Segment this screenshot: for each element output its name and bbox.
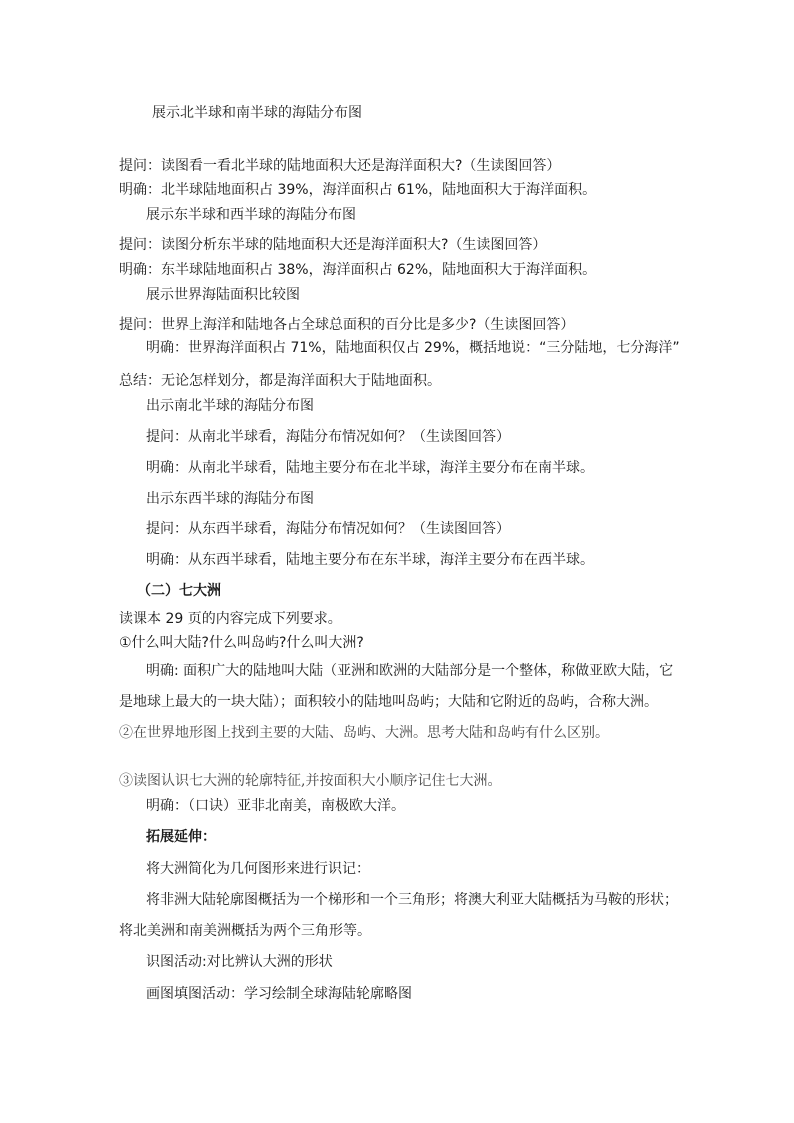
text-line: 明确：从东西半球看，陆地主要分布在东半球，海洋主要分布在西半球。 (146, 552, 594, 568)
text-line: 将非洲大陆轮廓图概括为一个梯形和一个三角形；将澳大利亚大陆概括为马鞍的形状； (146, 892, 678, 908)
text-line: 提问：从南北半球看，海陆分布情况如何？（生读图回答） (146, 429, 510, 445)
text-line: 明确：（口诀）亚非北南美，南极欧大洋。 (146, 798, 405, 814)
text-line: 展示东半球和西半球的海陆分布图 (146, 207, 356, 223)
text-line: 将北美洲和南美洲概括为两个三角形等。 (119, 923, 371, 939)
section-heading: （二）七大洲 (137, 583, 221, 599)
text-line: 提问：读图看一看北半球的陆地面积大还是海洋面积大?（生读图回答） (119, 158, 561, 174)
text-line: 明确: 面积广大的陆地叫大陆（亚洲和欧洲的大陆部分是一个整体，称做亚欧大陆，它 (146, 663, 674, 679)
text-line: 明确：世界海洋面积占 71%，陆地面积仅占 29%，概括地说：“三分陆地，七分海洋” (146, 340, 680, 356)
text-line: 提问：读图分析东半球的陆地面积大还是海洋面积大?（生读图回答） (119, 237, 547, 253)
text-line: 提问：世界上海洋和陆地各占全球总面积的百分比是多少?（生读图回答） (119, 317, 575, 333)
text-line: 画图填图活动：学习绘制全球海陆轮廓略图 (146, 986, 412, 1002)
text-line: 明确：北半球陆地面积占 39%，海洋面积占 61%，陆地面积大于海洋面积。 (119, 182, 597, 198)
text-line: 读课本 29 页的内容完成下列要求。 (119, 611, 342, 627)
text-line: 展示北半球和南半球的海陆分布图 (152, 105, 362, 121)
text-line: 明确：东半球陆地面积占 38%，海洋面积占 62%，陆地面积大于海洋面积。 (119, 262, 597, 278)
text-line: 出示南北半球的海陆分布图 (146, 398, 314, 414)
text-line: 是地球上最大的一块大陆）；面积较小的陆地叫岛屿；大陆和它附近的岛屿，合称大洲。 (119, 694, 658, 710)
text-line: 总结：无论怎样划分，都是海洋面积大于陆地面积。 (119, 373, 441, 389)
text-line: 出示东西半球的海陆分布图 (146, 491, 314, 507)
text-line: ②在世界地形图上找到主要的大陆、岛屿、大洲。思考大陆和岛屿有什么区别。 (119, 725, 609, 741)
text-line: 识图活动:对比辨认大洲的形状 (146, 954, 333, 970)
text-line: 明确：从南北半球看，陆地主要分布在北半球，海洋主要分布在南半球。 (146, 460, 594, 476)
subsection-heading: 拓展延伸： (146, 829, 216, 845)
text-line: 展示世界海陆面积比较图 (146, 287, 300, 303)
text-line: 将大洲简化为几何图形来进行识记： (146, 861, 370, 877)
text-line: ①什么叫大陆?什么叫岛屿?什么叫大洲? (119, 635, 364, 651)
text-line: 提问：从东西半球看，海陆分布情况如何？（生读图回答） (146, 521, 510, 537)
text-line: ③读图认识七大洲的轮廓特征,并按面积大小顺序记住七大洲。 (119, 773, 502, 789)
